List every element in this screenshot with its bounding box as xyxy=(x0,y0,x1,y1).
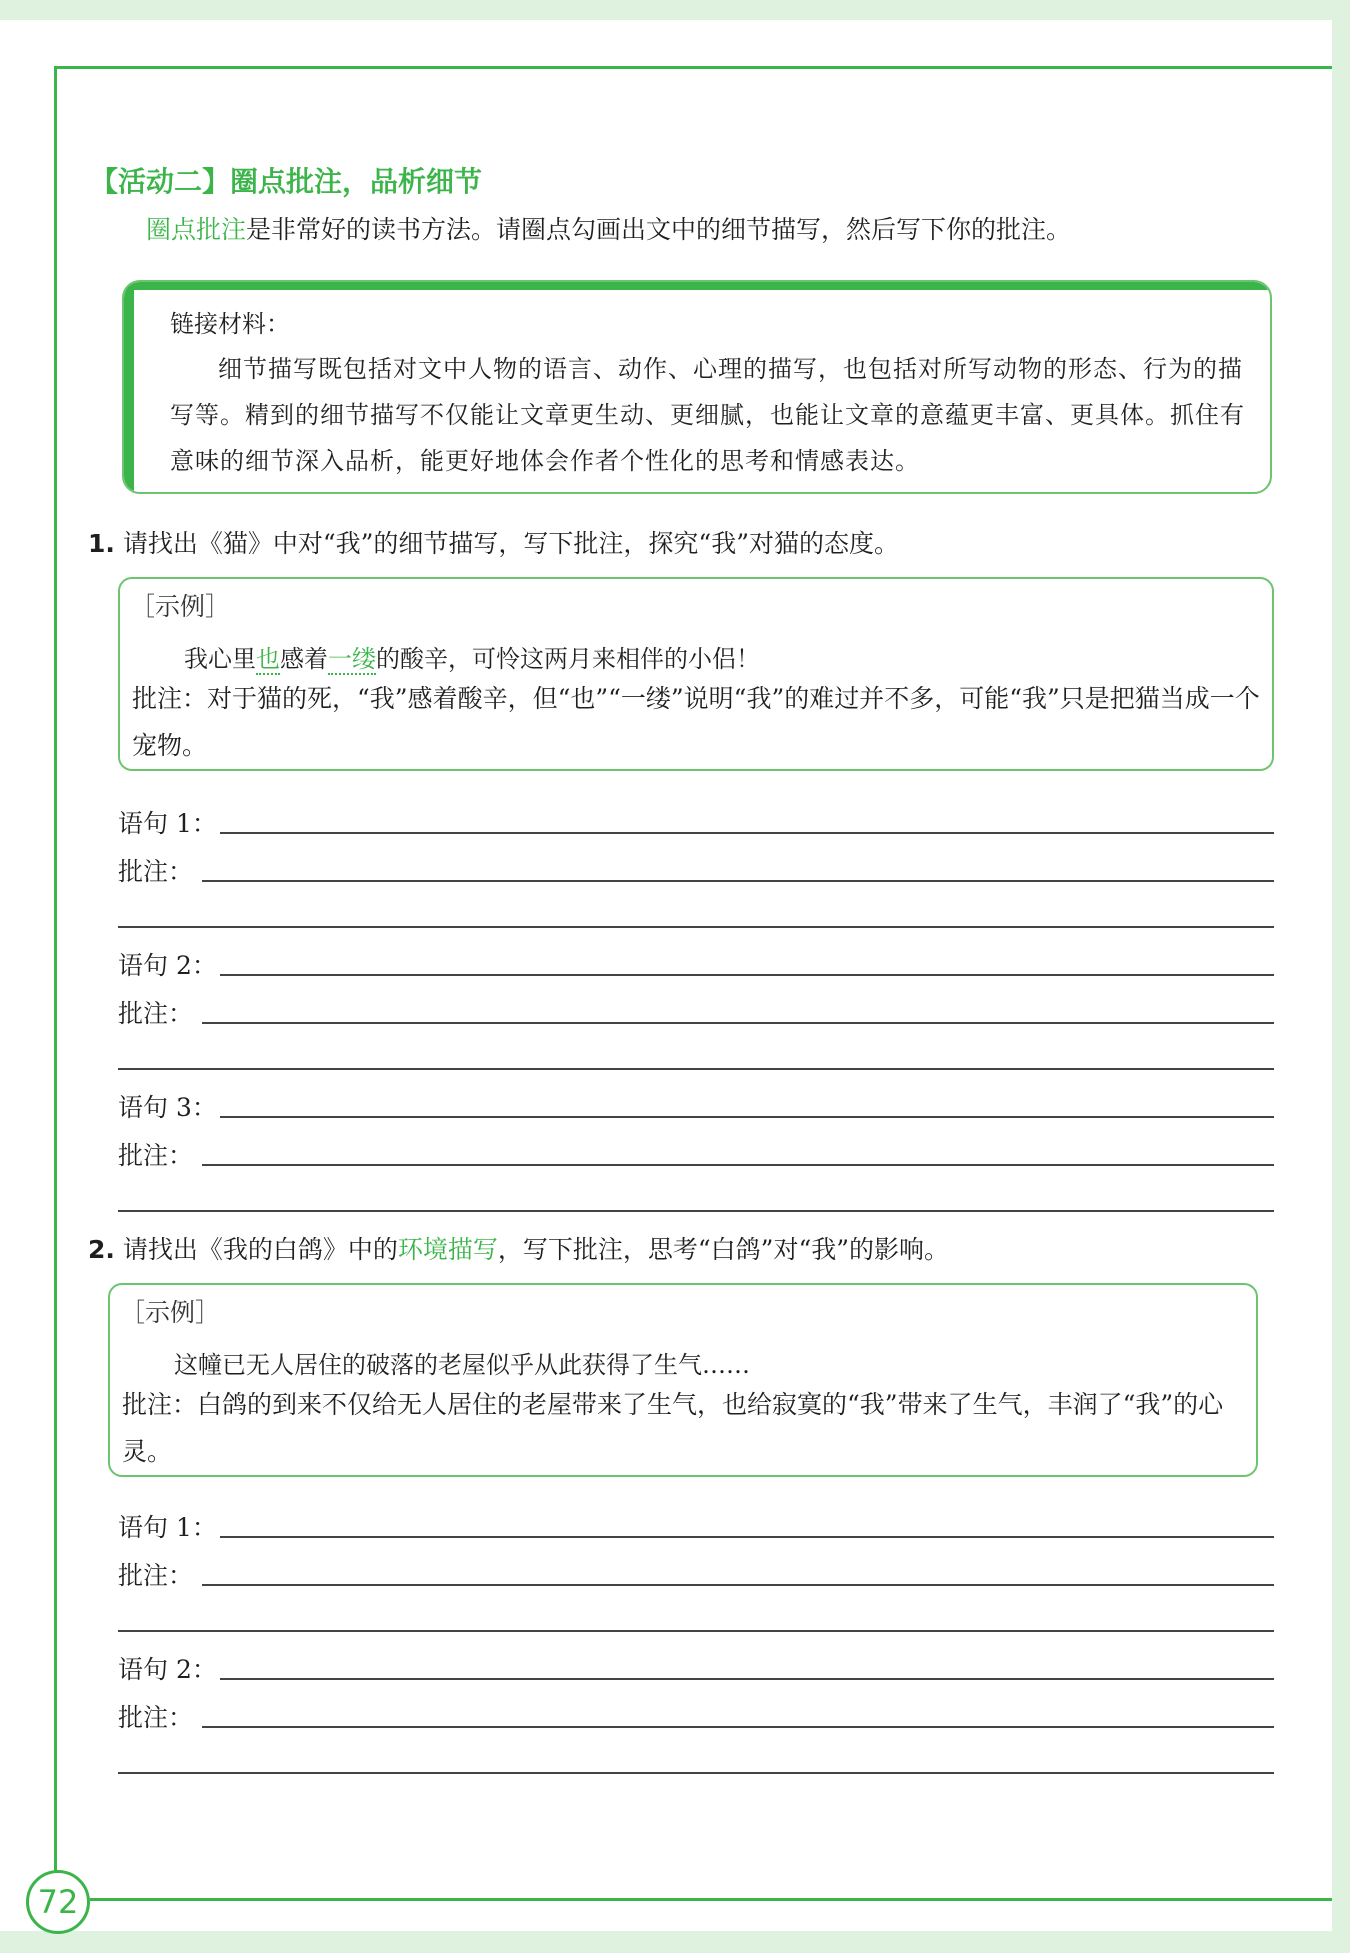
q1-note1-extra-line[interactable] xyxy=(118,926,1274,928)
q2-note1-extra-line[interactable] xyxy=(118,1630,1274,1632)
q1-note1-label: 批注： xyxy=(118,857,194,886)
activity-title: 【活动二】圈点批注，品析细节 xyxy=(90,165,483,198)
q2-sentence1-line[interactable] xyxy=(220,1536,1274,1538)
q1-note3-line[interactable] xyxy=(202,1164,1274,1166)
q2-note1-line[interactable] xyxy=(202,1584,1274,1586)
q1-sentence2-label: 语句 2： xyxy=(118,951,217,980)
q1-sentence-mark-ye: 也 xyxy=(256,645,280,673)
q1-sentence-part3: 的酸辛，可怜这两月来相伴的小侣！ xyxy=(376,645,760,673)
q1-sentence3-line[interactable] xyxy=(220,1116,1274,1118)
question-1 xyxy=(88,524,899,560)
intro-highlight: 圈点批注 xyxy=(146,215,247,244)
top-band xyxy=(0,0,1350,20)
link-material-body: 细节描写既包括对文中人物的语言、动作、心理的描写，也包括对所写动物的形态、行为的描写等。精到的细节描写不仅能让文章更生动、更细腻，也能让文章的意蕴更丰富、更具体。抓住有意味的细节深入品析，能更好地体会作者个性化的思考和情感表达。 xyxy=(170,355,1245,475)
q2-note2-label: 批注： xyxy=(118,1703,194,1732)
q1-example-sentence xyxy=(184,639,760,674)
intro-text: 是非常好的读书方法。请圈点勾画出文中的细节描写，然后写下你的批注。 xyxy=(246,215,1072,244)
question-2-highlight: 环境描写 xyxy=(397,1235,498,1264)
q2-example-note: 批注：白鸽的到来不仅给无人居住的老屋带来了生气，也给寂寞的“我”带来了生气，丰润了“我”的心灵。 xyxy=(122,1390,1224,1466)
q1-note3-extra-line[interactable] xyxy=(118,1210,1274,1212)
question-1-number: 1. xyxy=(88,529,115,558)
q1-note2-label: 批注： xyxy=(118,999,194,1028)
q2-sentence2-line[interactable] xyxy=(220,1678,1274,1680)
q1-sentence2-line[interactable] xyxy=(220,974,1274,976)
q1-sentence3-label: 语句 3： xyxy=(118,1093,217,1122)
frame-bottom-line xyxy=(90,1898,1332,1901)
q2-example-label: ［示例］ xyxy=(120,1298,221,1327)
q2-sentence1-label: 语句 1： xyxy=(118,1513,217,1542)
q1-sentence-part2: 感着 xyxy=(280,645,328,673)
q2-note2-extra-line[interactable] xyxy=(118,1772,1274,1774)
q1-sentence-mark-yilv: 一缕 xyxy=(328,645,376,673)
q2-note1-label: 批注： xyxy=(118,1561,194,1590)
q1-note2-extra-line[interactable] xyxy=(118,1068,1274,1070)
question-2-number: 2. xyxy=(88,1235,115,1264)
page-number: 72 xyxy=(26,1870,90,1934)
frame-top-line xyxy=(54,66,1332,69)
link-material-title: 链接材料： xyxy=(170,310,290,338)
link-material-box xyxy=(122,280,1272,494)
activity-intro xyxy=(146,210,1071,246)
q2-example-box xyxy=(108,1283,1258,1477)
q1-sentence1-line[interactable] xyxy=(220,832,1274,834)
q1-note3-label: 批注： xyxy=(118,1141,194,1170)
question-2 xyxy=(88,1230,949,1266)
q1-note1-line[interactable] xyxy=(202,880,1274,882)
q1-example-box xyxy=(118,577,1274,771)
q1-sentence-part1: 我心里 xyxy=(184,645,256,673)
q1-example-label: ［示例］ xyxy=(130,592,231,621)
right-band xyxy=(1332,0,1350,1953)
question-2-text-before: 请找出《我的白鸽》中的 xyxy=(122,1235,398,1264)
frame-left-line xyxy=(54,66,57,1874)
q1-note2-line[interactable] xyxy=(202,1022,1274,1024)
q1-sentence1-label: 语句 1： xyxy=(118,809,217,838)
bottom-band xyxy=(0,1931,1350,1953)
question-1-text: 请找出《猫》中对“我”的细节描写，写下批注，探究“我”对猫的态度。 xyxy=(122,529,899,558)
question-2-text-after: ，写下批注，思考“白鸽”对“我”的影响。 xyxy=(497,1235,950,1264)
q2-sentence2-label: 语句 2： xyxy=(118,1655,217,1684)
q2-note2-line[interactable] xyxy=(202,1726,1274,1728)
q2-example-sentence: 这幢已无人居住的破落的老屋似乎从此获得了生气…… xyxy=(174,1351,750,1379)
q1-example-note: 批注：对于猫的死，“我”感着酸辛，但“也”“一缕”说明“我”的难过并不多，可能“我”只是把猫当成一个宠物。 xyxy=(132,684,1260,760)
